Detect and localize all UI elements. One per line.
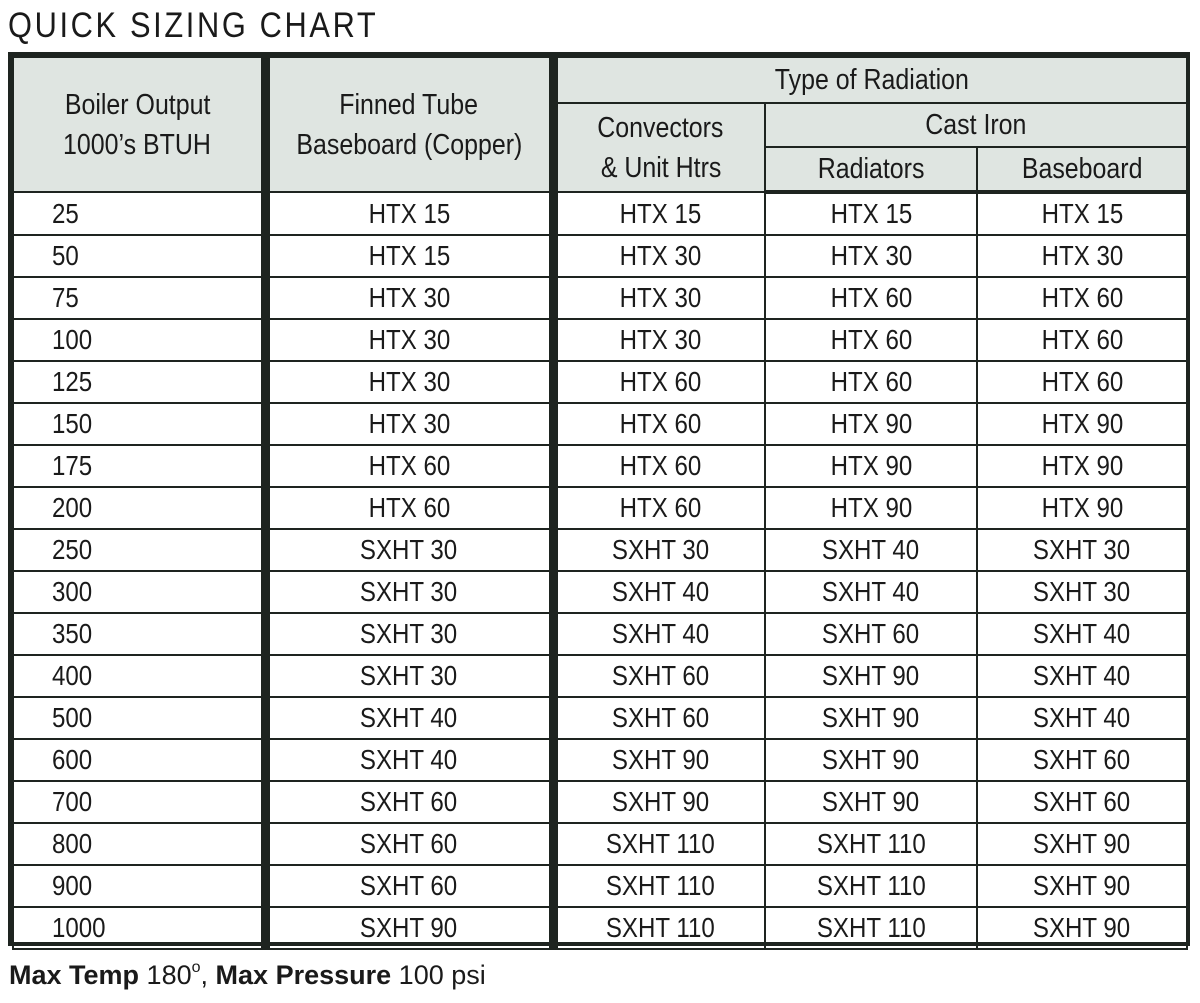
cell-baseboard: SXHT 40	[977, 613, 1187, 655]
cell-convectors: SXHT 110	[553, 907, 765, 949]
cell-radiators: SXHT 40	[765, 529, 977, 571]
table-row	[13, 277, 1187, 319]
header-cast-iron: Cast Iron	[765, 103, 1187, 147]
cell-baseboard: SXHT 40	[977, 655, 1187, 697]
cell-boiler-output: 800	[13, 823, 265, 865]
cell-radiators: HTX 15	[765, 192, 977, 235]
cell-finned-tube: SXHT 30	[265, 529, 553, 571]
cell-baseboard: SXHT 30	[977, 571, 1187, 613]
cell-boiler-output: 150	[13, 403, 265, 445]
header-boiler-output	[13, 57, 265, 192]
header-radiators: Radiators	[765, 147, 977, 192]
cell-finned-tube: SXHT 60	[265, 865, 553, 907]
cell-baseboard: SXHT 60	[977, 781, 1187, 823]
cell-finned-tube: HTX 15	[265, 192, 553, 235]
table-row	[13, 192, 1187, 235]
table-row	[13, 655, 1187, 697]
cell-boiler-output: 250	[13, 529, 265, 571]
cell-boiler-output: 900	[13, 865, 265, 907]
cell-radiators: HTX 60	[765, 277, 977, 319]
cell-finned-tube: HTX 30	[265, 277, 553, 319]
cell-finned-tube: HTX 30	[265, 403, 553, 445]
header-finned-tube-line1: Finned Tube	[339, 88, 479, 121]
degree-symbol: o	[191, 959, 201, 976]
cell-boiler-output: 175	[13, 445, 265, 487]
cell-convectors: SXHT 90	[553, 739, 765, 781]
header-finned-tube	[265, 57, 553, 192]
cell-convectors: SXHT 60	[553, 655, 765, 697]
cell-radiators: SXHT 40	[765, 571, 977, 613]
table-row	[13, 907, 1187, 949]
cell-finned-tube: SXHT 60	[265, 781, 553, 823]
cell-boiler-output: 700	[13, 781, 265, 823]
cell-baseboard: HTX 90	[977, 445, 1187, 487]
cell-radiators: HTX 90	[765, 487, 977, 529]
table-row	[13, 697, 1187, 739]
cell-convectors: HTX 60	[553, 403, 765, 445]
cell-finned-tube: SXHT 30	[265, 571, 553, 613]
cell-convectors: SXHT 60	[553, 697, 765, 739]
table-row	[13, 613, 1187, 655]
cell-boiler-output: 600	[13, 739, 265, 781]
cell-convectors: HTX 30	[553, 235, 765, 277]
cell-radiators: SXHT 60	[765, 613, 977, 655]
header-baseboard: Baseboard	[977, 147, 1187, 192]
header-type-of-radiation: Type of Radiation	[553, 57, 1187, 103]
table-row	[13, 865, 1187, 907]
cell-baseboard: SXHT 90	[977, 823, 1187, 865]
cell-finned-tube: SXHT 30	[265, 655, 553, 697]
max-temp-value: 180	[146, 960, 192, 990]
table-body	[13, 192, 1187, 949]
cell-radiators: HTX 60	[765, 361, 977, 403]
table-row	[13, 487, 1187, 529]
cell-boiler-output: 25	[13, 192, 265, 235]
sizing-chart	[8, 52, 1190, 946]
cell-finned-tube: HTX 60	[265, 445, 553, 487]
cell-boiler-output: 350	[13, 613, 265, 655]
cell-radiators: HTX 90	[765, 445, 977, 487]
cell-finned-tube: SXHT 60	[265, 823, 553, 865]
cell-convectors: HTX 30	[553, 319, 765, 361]
cell-baseboard: HTX 90	[977, 487, 1187, 529]
max-pressure-label: Max Pressure	[215, 960, 392, 990]
cell-boiler-output: 200	[13, 487, 265, 529]
cell-convectors: SXHT 90	[553, 781, 765, 823]
cell-radiators: SXHT 110	[765, 907, 977, 949]
table-row	[13, 319, 1187, 361]
cell-baseboard: HTX 60	[977, 319, 1187, 361]
footer-note	[9, 957, 486, 993]
cell-boiler-output: 75	[13, 277, 265, 319]
cell-finned-tube: SXHT 40	[265, 697, 553, 739]
table-row	[13, 571, 1187, 613]
cell-finned-tube: HTX 60	[265, 487, 553, 529]
cell-baseboard: SXHT 30	[977, 529, 1187, 571]
cell-convectors: HTX 15	[553, 192, 765, 235]
table-row	[13, 361, 1187, 403]
table-row	[13, 781, 1187, 823]
header-boiler-output-line1: Boiler Output	[64, 88, 211, 121]
cell-convectors: HTX 60	[553, 487, 765, 529]
cell-finned-tube: HTX 30	[265, 319, 553, 361]
cell-convectors: SXHT 40	[553, 571, 765, 613]
sizing-table	[12, 56, 1188, 950]
cell-boiler-output: 50	[13, 235, 265, 277]
cell-finned-tube: SXHT 40	[265, 739, 553, 781]
cell-baseboard: HTX 30	[977, 235, 1187, 277]
cell-finned-tube: SXHT 30	[265, 613, 553, 655]
header-boiler-output-line2: 1000’s BTUH	[63, 128, 212, 161]
cell-convectors: SXHT 40	[553, 613, 765, 655]
table-row	[13, 529, 1187, 571]
cell-baseboard: SXHT 40	[977, 697, 1187, 739]
cell-radiators: SXHT 110	[765, 865, 977, 907]
cell-convectors: HTX 60	[553, 361, 765, 403]
table-row	[13, 445, 1187, 487]
cell-baseboard: SXHT 90	[977, 865, 1187, 907]
cell-convectors: HTX 30	[553, 277, 765, 319]
table-row	[13, 235, 1187, 277]
page-title: QUICK SIZING CHART	[8, 6, 379, 45]
table-row	[13, 823, 1187, 865]
cell-radiators: SXHT 90	[765, 655, 977, 697]
cell-boiler-output: 300	[13, 571, 265, 613]
cell-baseboard: HTX 60	[977, 361, 1187, 403]
header-finned-tube-line2: Baseboard (Copper)	[296, 128, 522, 161]
cell-boiler-output: 1000	[13, 907, 265, 949]
cell-radiators: HTX 60	[765, 319, 977, 361]
cell-radiators: SXHT 90	[765, 697, 977, 739]
cell-baseboard: SXHT 60	[977, 739, 1187, 781]
max-pressure-value: 100 psi	[398, 960, 486, 990]
cell-radiators: SXHT 110	[765, 823, 977, 865]
cell-baseboard: HTX 60	[977, 277, 1187, 319]
cell-boiler-output: 100	[13, 319, 265, 361]
cell-convectors: SXHT 110	[553, 865, 765, 907]
cell-radiators: SXHT 90	[765, 781, 977, 823]
header-convectors-line1: Convectors	[597, 111, 724, 144]
cell-convectors: HTX 60	[553, 445, 765, 487]
cell-finned-tube: HTX 30	[265, 361, 553, 403]
max-temp-label: Max Temp	[9, 960, 140, 990]
cell-boiler-output: 125	[13, 361, 265, 403]
cell-finned-tube: SXHT 90	[265, 907, 553, 949]
cell-convectors: SXHT 110	[553, 823, 765, 865]
cell-radiators: HTX 30	[765, 235, 977, 277]
cell-finned-tube: HTX 15	[265, 235, 553, 277]
header-convectors	[553, 103, 765, 192]
table-row	[13, 739, 1187, 781]
cell-baseboard: HTX 90	[977, 403, 1187, 445]
cell-radiators: HTX 90	[765, 403, 977, 445]
cell-baseboard: HTX 15	[977, 192, 1187, 235]
header-convectors-line2: & Unit Htrs	[600, 151, 722, 184]
cell-convectors: SXHT 30	[553, 529, 765, 571]
cell-boiler-output: 500	[13, 697, 265, 739]
cell-radiators: SXHT 90	[765, 739, 977, 781]
footer-separator: ,	[200, 960, 209, 990]
table-row	[13, 403, 1187, 445]
cell-boiler-output: 400	[13, 655, 265, 697]
cell-baseboard: SXHT 90	[977, 907, 1187, 949]
